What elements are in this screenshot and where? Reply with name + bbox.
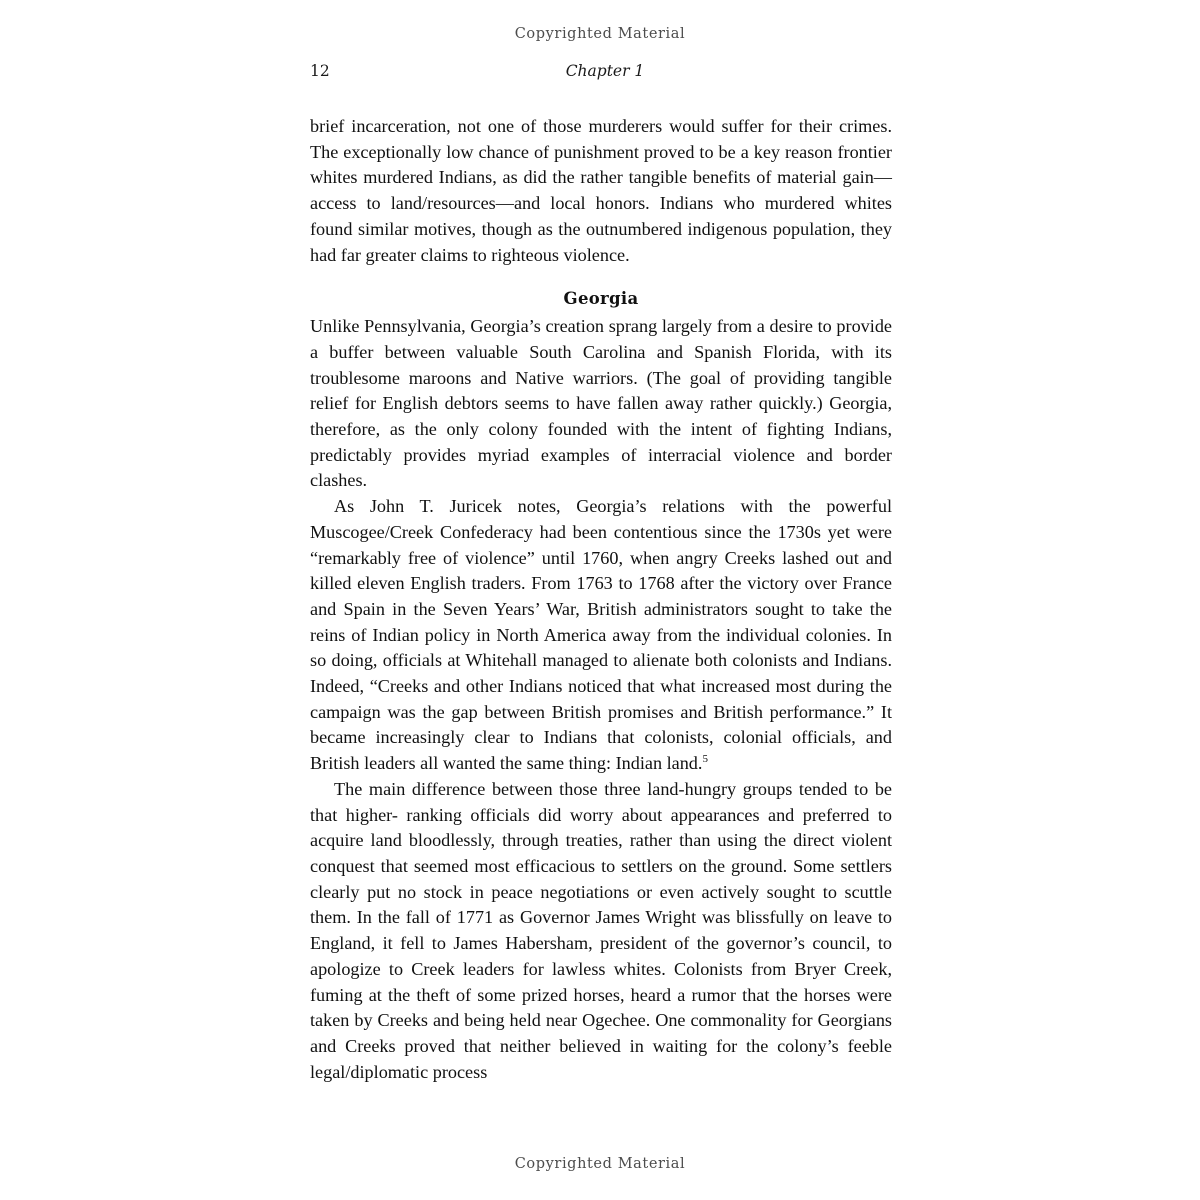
running-head <box>310 62 890 84</box>
paragraph-juricek-text: As John T. Juricek notes, Georgia’s relations with the powerful Muscogee/Creek Confederacy had been contentious since the 1730s yet were “remarkably free of violence” until 1760, when angry Creeks lashed out and killed eleven English traders. From 1763 to 1768 after the victory over France and Spain in the Seven Years’ War, British administrators sought to take the reins of Indian policy in North America away from the individual colonies. In so doing, officials at Whitehall managed to alienate both colonists and Indians. Indeed, “Creeks and other Indians noticed that what increased most during the campaign was the gap between British promises and British performance.” It became increasingly clear to Indians that colonists, colonial officials, and British leaders all wanted the same thing: Indian land. <box>310 496 892 774</box>
copyright-watermark-bottom: Copyrighted Material <box>514 1156 686 1172</box>
paragraph-juricek <box>310 494 892 777</box>
paragraph-georgia-intro: Unlike Pennsylvania, Georgia’s creation sprang largely from a desire to provide a buffer between valuable South Carolina and Spanish Florida, with its troublesome maroons and Native warriors. (The goal of providing tangible relief for English debtors seems to have fallen away rather quickly.) Georgia, therefore, as the only colony founded with the intent of fighting Indians, predictably provides myriad examples of interracial violence and border clashes. <box>310 316 892 491</box>
copyright-watermark-top: Copyrighted Material <box>514 26 686 42</box>
section-heading-georgia: Georgia <box>563 289 639 309</box>
paragraph-land-hungry-groups: The main difference between those three land-hungry groups tended to be that higher- ranking officials did worry about appearances and preferred to acquire land bloodlessly, through treaties, rather than using the direct violent conquest that seemed most efficacious to settlers on the ground. Some settlers clearly put no stock in peace negotiations or even actively sought to scuttle them. In the fall of 1771 as Governor James Wright was blissfully on leave to England, it fell to James Habersham, president of the governor’s council, to apologize to Creek leaders for lawless whites. Colonists from Bryer Creek, fuming at the theft of some prized horses, heard a rumor that the horses were taken by Creeks and being held near Ogechee. One commonality for Georgians and Creeks proved that neither believed in waiting for the colony’s feeble legal/diplomatic process <box>310 778 892 1082</box>
page-number: 12 <box>310 62 330 80</box>
paragraph-continued: brief incarceration, not one of those murderers would suffer for their crimes. The exceptionally low chance of punishment proved to be a key reason frontier whites murdered Indians, as did the rather tangible benefits of material gain—access to land/resources—and local honors. Indians who murdered whites found similar motives, though as the outnumbered indigenous population, they had far greater claims to righteous violence. <box>310 116 892 265</box>
chapter-title: Chapter 1 <box>565 62 645 80</box>
footnote-marker: 5 <box>702 753 708 766</box>
body-text-block <box>310 114 892 1085</box>
